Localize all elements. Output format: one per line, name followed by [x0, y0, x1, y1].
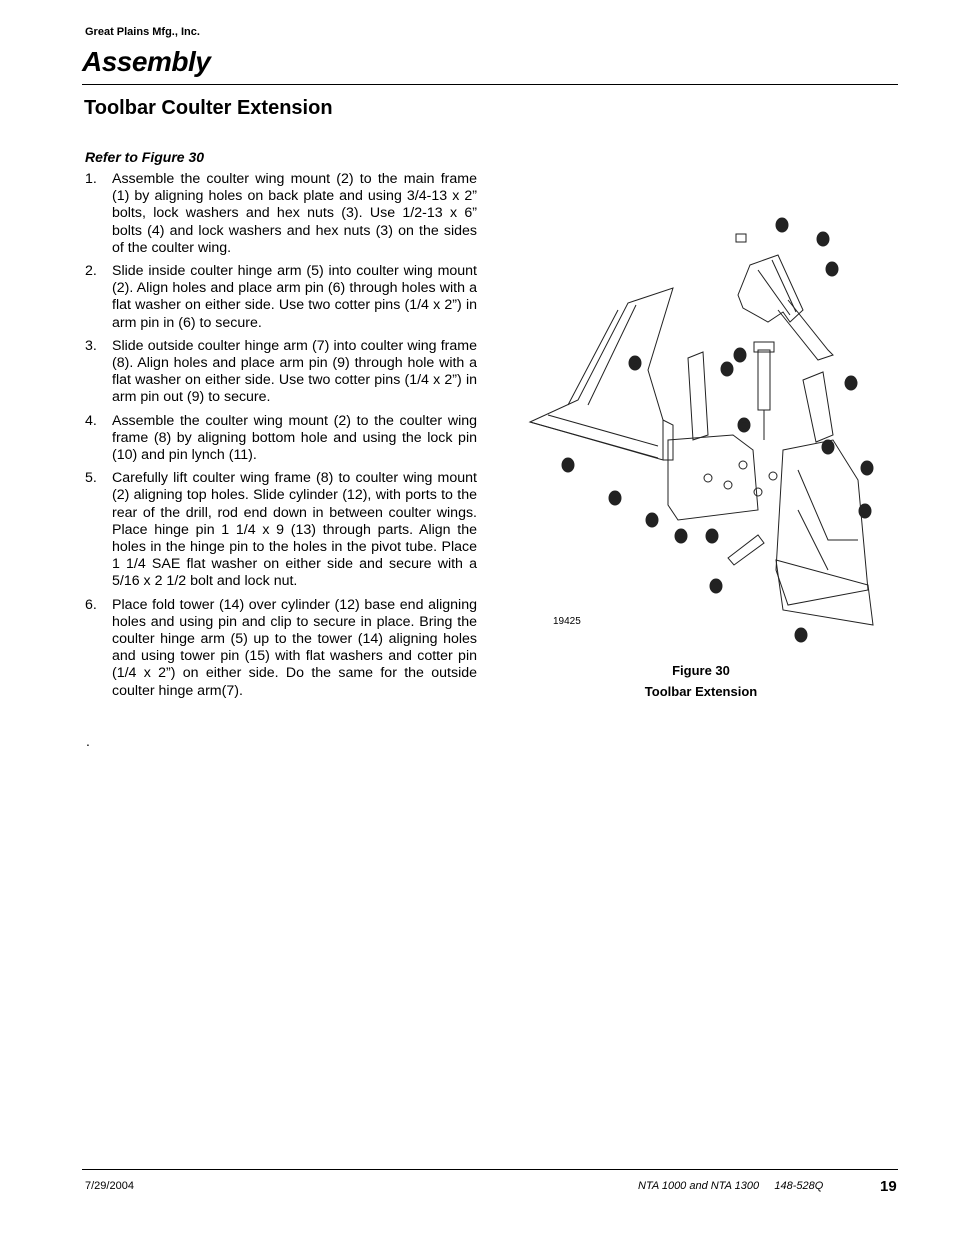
- company-name: Great Plains Mfg., Inc.: [85, 26, 200, 38]
- figure-reference: Refer to Figure 30: [85, 149, 205, 165]
- step-text: Place fold tower (14) over cylinder (12) base end aligning holes and using pin and clip to secure in place. Bring the coulter hinge arm (5) up to the tower (14) aligning holes and using tower pin (15) with flat washers and cotter pin (1/4 x 2”) on either side. Do the same for the outside coulter hinge arm(7).: [112, 596, 477, 699]
- list-item: [85, 470, 477, 590]
- figure-number: Figure 30: [672, 663, 730, 678]
- figure-id: 19425: [553, 616, 581, 627]
- stray-mark: .: [86, 733, 90, 749]
- list-item: [85, 171, 477, 257]
- assembly-steps: [85, 171, 477, 706]
- callout-3c: 3: [678, 532, 684, 543]
- step-text: Assemble the coulter wing mount (2) to the coulter wing frame (8) by aligning bottom hole and using the lock pin (10) and pin lynch (11).: [112, 412, 477, 464]
- wing-frame-drawing: [776, 440, 873, 625]
- step-number: 1.: [85, 171, 97, 187]
- page-title: Toolbar Coulter Extension: [84, 97, 333, 119]
- callout-12: 12: [734, 351, 746, 362]
- callout-15: 15: [817, 235, 829, 246]
- section-heading: Assembly: [82, 46, 211, 77]
- callout-3b: 3: [825, 443, 831, 454]
- callout-8: 8: [798, 631, 804, 642]
- callout-16: 16: [826, 265, 838, 276]
- callout-2: 2: [649, 516, 655, 527]
- header-rule: [82, 84, 898, 85]
- callout-4: 4: [612, 494, 618, 505]
- footer-rule: [82, 1169, 898, 1170]
- main-frame-drawing: [530, 288, 673, 460]
- footer-date: 7/29/2004: [85, 1180, 134, 1192]
- step-number: 5.: [85, 470, 97, 487]
- list-item: [85, 263, 477, 332]
- step-number: 6.: [85, 596, 97, 613]
- callout-3a: 3: [632, 359, 638, 370]
- step-text: Assemble the coulter wing mount (2) to the main frame (1) by aligning holes on back plate and using 3/4-13 x 2” bolts, lock washers and hex nuts (3). Use 1/2-13 x 6” bolts (4) and lock washers and hex nuts (3) on the sides of the coulter wing.: [112, 171, 477, 256]
- page-number: 19: [880, 1178, 897, 1195]
- footer-model: NTA 1000 and NTA 1300 148-528Q: [638, 1180, 824, 1192]
- step-text: Slide inside coulter hinge arm (5) into coulter wing mount (2). Align holes and place arm pin (6) through holes with a flat washer on either side. Use two cotter pins (1/4 x 2”) in arm pin in (6) to secure.: [112, 263, 477, 331]
- step-number: 3.: [85, 337, 97, 354]
- figure-caption: Toolbar Extension: [644, 684, 758, 699]
- callout-3d: 3: [709, 532, 715, 543]
- step-number: 2.: [85, 263, 97, 280]
- fold-tower-drawing: [736, 234, 803, 322]
- step-number: 4.: [85, 412, 97, 429]
- list-item: [85, 338, 477, 407]
- list-item: [85, 597, 477, 700]
- step-text: Slide outside coulter hinge arm (7) into coulter wing frame (8). Align holes and place arm pin (9) through hole with a flat washer on either side. Use two cotter pins (1/4 x 2”) in arm pin out (9) to secure.: [112, 337, 477, 406]
- callout-7: 7: [848, 379, 854, 390]
- step-text: Carefully lift coulter wing frame (8) to coulter wing mount (2) aligning top holes. Slide cylinder (12), with ports to the rear of the drill, rod end down in between coulter wings. Place hinge pin 1 1/4 x 9 (13) through parts. Align the holes in the hinge pin to the holes in the pivot tube. Place 1 1/4 SAE flat washer on either side and secure with a 5/16 x 2 1/2 bolt and lock nut.: [112, 470, 477, 590]
- callout-1: 1: [565, 461, 571, 472]
- hinge-arms-drawing: [688, 300, 833, 442]
- cylinder-drawing: [754, 342, 774, 440]
- lock-pin-drawing: [728, 535, 764, 565]
- callout-5: 5: [724, 365, 730, 376]
- callout-9: 9: [864, 464, 870, 475]
- callout-11: 11: [859, 507, 871, 518]
- callout-labels: [562, 218, 873, 642]
- wing-mount-drawing: [668, 435, 777, 520]
- callout-6: 6: [741, 421, 747, 432]
- toolbar-extension-drawing: [528, 210, 878, 650]
- callout-14: 14: [776, 221, 788, 232]
- callout-10: 10: [710, 582, 722, 593]
- list-item: [85, 413, 477, 465]
